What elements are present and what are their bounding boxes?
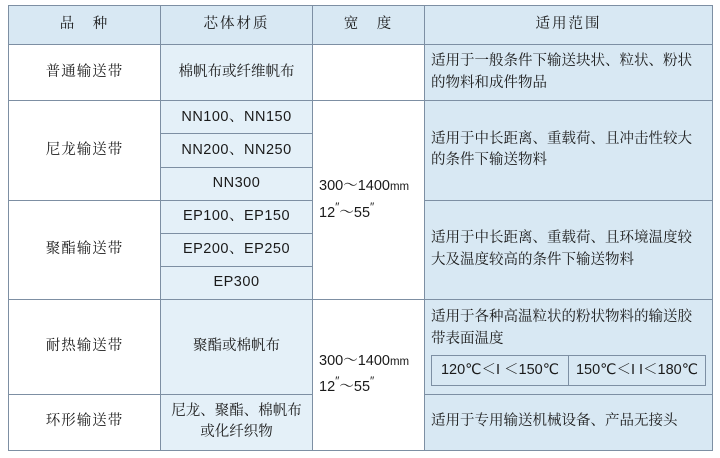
cell-material-nn100: NN100、NN150 (161, 101, 313, 134)
temp-range-type1: 120℃＜I ＜150℃ (432, 355, 569, 386)
scope-text-heatresistant: 适用于各种高温粒状的粉状物料的输送胶带表面温度 (431, 309, 692, 347)
table-row (9, 45, 713, 101)
table-header-row (9, 6, 713, 45)
cell-scope-heatresistant (425, 299, 713, 394)
cell-material-heatresistant: 聚酯或棉帆布 (161, 299, 313, 394)
cell-kind-heatresistant: 耐热输送带 (9, 299, 161, 394)
cell-kind-polyester: 聚酯输送带 (9, 200, 161, 299)
temp-range-type2: 150℃＜I I＜180℃ (569, 355, 706, 386)
width-range-line1: 300～1400mm (319, 177, 410, 194)
cell-material-ep200: EP200、EP250 (161, 233, 313, 266)
cell-scope-endless: 适用于专用输送机械设备、产品无接头 (425, 394, 713, 450)
width-range-line2: 12″～55″ (319, 199, 375, 221)
cell-scope-nylon: 适用于中长距离、重载荷、且冲击性较大的条件下输送物料 (425, 101, 713, 200)
cell-kind-nylon: 尼龙输送带 (9, 101, 161, 200)
cell-kind-ordinary: 普通输送带 (9, 45, 161, 101)
cell-width-ordinary (313, 45, 425, 101)
header-width: 宽 度 (313, 6, 425, 45)
header-material: 芯体材质 (161, 6, 313, 45)
width-range2-line2: 12″～55″ (319, 374, 375, 396)
cell-kind-endless: 环形输送带 (9, 394, 161, 450)
cell-material-nn200: NN200、NN250 (161, 134, 313, 167)
header-scope: 适用范围 (425, 6, 713, 45)
cell-width-nylon-polyester (313, 101, 425, 299)
cell-material-nn300: NN300 (161, 167, 313, 200)
cell-material-ep300: EP300 (161, 266, 313, 299)
cell-width-heat-endless (313, 299, 425, 450)
table-row (9, 299, 713, 394)
temperature-row (432, 355, 706, 386)
cell-scope-ordinary: 适用于一般条件下输送块状、粒状、粉状的物料和成件物品 (425, 45, 713, 101)
cell-material-ep100: EP100、EP150 (161, 200, 313, 233)
cell-scope-polyester: 适用于中长距离、重载荷、且环境温度较大及温度较高的条件下输送物料 (425, 200, 713, 299)
header-kind: 品 种 (9, 6, 161, 45)
cell-material-endless: 尼龙、聚酯、棉帆布或化纤织物 (161, 394, 313, 450)
specification-table (8, 5, 713, 451)
cell-material-ordinary: 棉帆布或纤维帆布 (161, 45, 313, 101)
table-row (9, 101, 713, 134)
width-range2-line1: 300～1400mm (319, 352, 410, 369)
temperature-range-table (431, 355, 706, 387)
